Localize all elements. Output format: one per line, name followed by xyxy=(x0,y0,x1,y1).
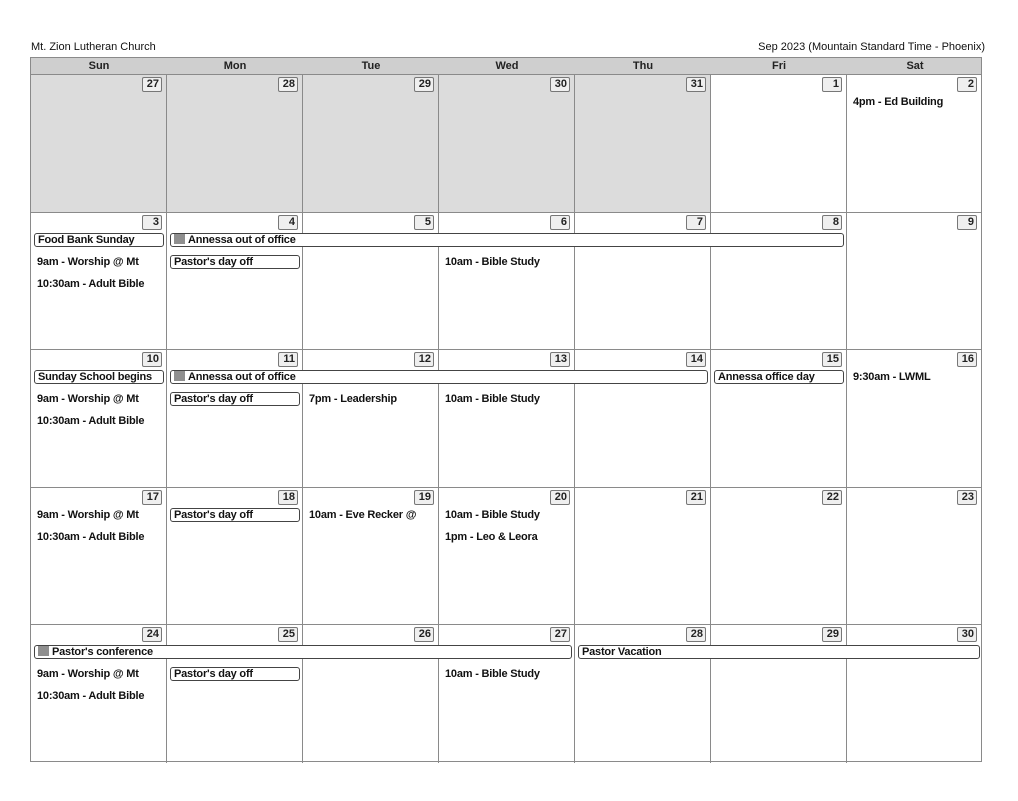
day-number[interactable]: 12 xyxy=(414,352,434,367)
month-calendar-grid xyxy=(30,57,982,762)
day-cell[interactable] xyxy=(711,75,847,213)
event-bar-label: Pastor's day off xyxy=(174,508,253,521)
event-bar-label: Pastor's conference xyxy=(52,646,153,659)
category-color-swatch xyxy=(174,371,185,381)
day-cell[interactable] xyxy=(167,75,303,213)
category-color-swatch xyxy=(174,234,185,244)
calendar-event-bar[interactable] xyxy=(714,370,844,384)
day-number[interactable]: 3 xyxy=(142,215,162,230)
day-number[interactable]: 29 xyxy=(822,627,842,642)
calendar-event-bar[interactable] xyxy=(170,508,300,522)
calendar-event[interactable]: 9am - Worship @ Mt xyxy=(37,393,139,406)
calendar-event[interactable]: 7pm - Leadership xyxy=(309,393,397,406)
day-number[interactable]: 10 xyxy=(142,352,162,367)
day-number[interactable]: 13 xyxy=(550,352,570,367)
weekday-label-sun: Sun xyxy=(88,60,110,72)
day-number[interactable]: 31 xyxy=(686,77,706,92)
day-number[interactable]: 6 xyxy=(550,215,570,230)
day-number[interactable]: 15 xyxy=(822,352,842,367)
weekday-label-tue: Tue xyxy=(361,60,381,72)
day-number[interactable]: 22 xyxy=(822,490,842,505)
calendar-event-bar[interactable] xyxy=(170,392,300,406)
weekday-label-wed: Wed xyxy=(495,60,519,72)
event-bar-label: Food Bank Sunday xyxy=(38,233,135,246)
day-cell[interactable] xyxy=(439,75,575,213)
day-number[interactable]: 19 xyxy=(414,490,434,505)
day-number[interactable]: 5 xyxy=(414,215,434,230)
day-number[interactable]: 7 xyxy=(686,215,706,230)
organization-name: Mt. Zion Lutheran Church xyxy=(31,41,156,53)
day-cell[interactable] xyxy=(303,75,439,213)
event-bar-label: Pastor's day off xyxy=(174,668,253,681)
calendar-event[interactable]: 9am - Worship @ Mt xyxy=(37,255,139,268)
day-cell[interactable] xyxy=(847,213,981,351)
event-bar-label: Pastor's day off xyxy=(174,255,253,268)
day-number[interactable]: 16 xyxy=(957,352,977,367)
calendar-event-bar[interactable] xyxy=(170,233,844,247)
calendar-event-bar[interactable] xyxy=(170,255,300,269)
calendar-event[interactable]: 10:30am - Adult Bible xyxy=(37,530,145,543)
day-number[interactable]: 28 xyxy=(278,77,298,92)
day-cell[interactable] xyxy=(575,488,711,626)
weekday-label-sat: Sat xyxy=(906,60,924,72)
calendar-event[interactable]: 10am - Bible Study xyxy=(445,668,540,681)
calendar-event[interactable]: 9:30am - LWML xyxy=(853,371,931,384)
day-number[interactable]: 21 xyxy=(686,490,706,505)
day-cell[interactable] xyxy=(575,75,711,213)
calendar-event-bar[interactable] xyxy=(34,645,572,659)
day-number[interactable]: 11 xyxy=(278,352,298,367)
day-number[interactable]: 1 xyxy=(822,77,842,92)
day-number[interactable]: 25 xyxy=(278,627,298,642)
day-number[interactable]: 24 xyxy=(142,627,162,642)
weekday-label-mon: Mon xyxy=(223,60,247,72)
calendar-event[interactable]: 1pm - Leo & Leora xyxy=(445,530,538,543)
day-number[interactable]: 29 xyxy=(414,77,434,92)
day-number[interactable]: 20 xyxy=(550,490,570,505)
day-number[interactable]: 30 xyxy=(550,77,570,92)
calendar-event-bar[interactable] xyxy=(34,370,164,384)
calendar-event[interactable]: 10am - Eve Recker @ xyxy=(309,508,417,521)
event-bar-label: Annessa out of office xyxy=(188,233,296,246)
calendar-event[interactable]: 10:30am - Adult Bible xyxy=(37,277,145,290)
event-bar-label: Sunday School begins xyxy=(38,371,152,384)
calendar-event[interactable]: 10am - Bible Study xyxy=(445,255,540,268)
calendar-event[interactable]: 10:30am - Adult Bible xyxy=(37,690,145,703)
day-number[interactable]: 8 xyxy=(822,215,842,230)
day-number[interactable]: 2 xyxy=(957,77,977,92)
event-bar-label: Annessa out of office xyxy=(188,371,296,384)
day-number[interactable]: 27 xyxy=(142,77,162,92)
weekday-label-thu: Thu xyxy=(632,60,654,72)
weekday-header-row xyxy=(31,58,981,75)
calendar-event-bar[interactable] xyxy=(170,667,300,681)
day-number[interactable]: 26 xyxy=(414,627,434,642)
calendar-event[interactable]: 9am - Worship @ Mt xyxy=(37,668,139,681)
category-color-swatch xyxy=(38,646,49,656)
calendar-period-title: Sep 2023 (Mountain Standard Time - Phoenix) xyxy=(758,41,985,53)
calendar-event[interactable]: 9am - Worship @ Mt xyxy=(37,508,139,521)
calendar-event-bar[interactable] xyxy=(578,645,980,659)
event-bar-label: Annessa office day xyxy=(718,371,815,384)
day-number[interactable]: 17 xyxy=(142,490,162,505)
calendar-event-bar[interactable] xyxy=(34,233,164,247)
day-number[interactable]: 14 xyxy=(686,352,706,367)
day-number[interactable]: 4 xyxy=(278,215,298,230)
day-cell[interactable] xyxy=(711,488,847,626)
day-number[interactable]: 28 xyxy=(686,627,706,642)
day-number[interactable]: 9 xyxy=(957,215,977,230)
day-number[interactable]: 18 xyxy=(278,490,298,505)
day-number[interactable]: 27 xyxy=(550,627,570,642)
calendar-event[interactable]: 10am - Bible Study xyxy=(445,508,540,521)
day-cell[interactable] xyxy=(847,488,981,626)
weekday-label-fri: Fri xyxy=(771,60,787,72)
event-bar-label: Pastor's day off xyxy=(174,393,253,406)
calendar-event[interactable]: 10:30am - Adult Bible xyxy=(37,415,145,428)
calendar-event[interactable]: 10am - Bible Study xyxy=(445,393,540,406)
day-number[interactable]: 30 xyxy=(957,627,977,642)
calendar-event-bar[interactable] xyxy=(170,370,708,384)
event-bar-label: Pastor Vacation xyxy=(582,646,662,659)
calendar-event[interactable]: 4pm - Ed Building xyxy=(853,96,944,108)
day-number[interactable]: 23 xyxy=(957,490,977,505)
day-cell[interactable] xyxy=(31,75,167,213)
